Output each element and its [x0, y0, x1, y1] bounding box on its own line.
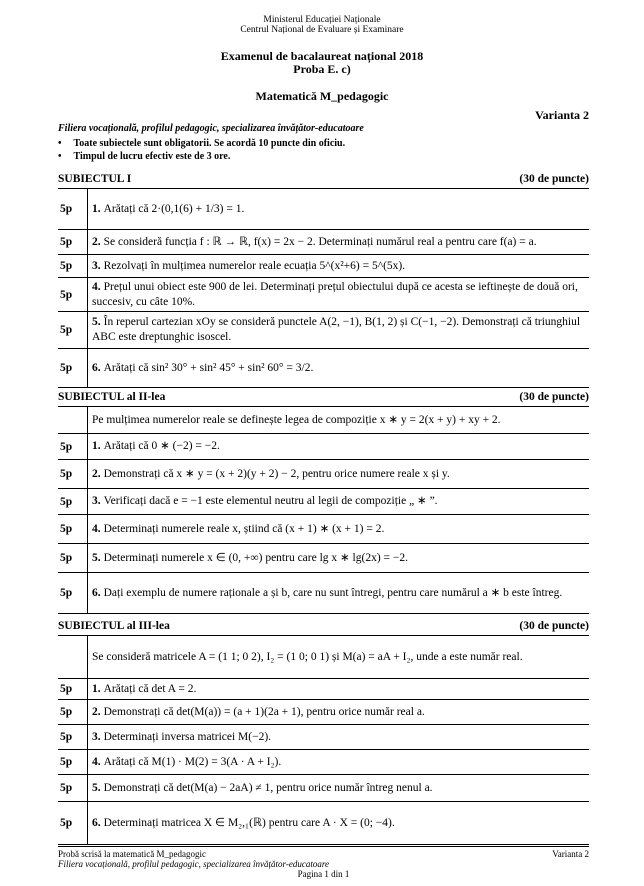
footer-line2: Filiera vocațională, profilul pedagogic, specializarea învățător-educatoare: [58, 859, 330, 869]
problem-row: 5p 5. Demonstrați că det(M(a) − 2aA) ≠ 1, pentru orice număr întreg nenul a.: [58, 775, 589, 802]
page-footer: [58, 846, 589, 879]
problem-row: 5p 3. Rezolvați în mulțimea numerelor reale ecuația 5^(x²+6) = 5^(5x).: [58, 255, 589, 278]
problem-row: 5p 2. Demonstrați că det(M(a)) = (a + 1)(2a + 1), pentru orice număr real a.: [58, 700, 589, 725]
section-points: (30 de puncte): [519, 620, 589, 632]
center-name: Centrul Național de Evaluare și Examinare: [240, 25, 404, 35]
intro-row: Se consideră matricele A = (1 1; 0 2), I₂ = (1 0; 0 1) și M(a) = aA + I₂, unde a este număr real.: [58, 636, 589, 679]
intro-row: Pe mulțimea numerelor reale se definește legea de compoziție x ∗ y = 2(x + y) + xy + 2.: [58, 407, 589, 434]
problem-row: 5p 4. Arătați că M(1) · M(2) = 3(A · A + I₂).: [58, 750, 589, 775]
problem-row: 5p 3. Determinați inversa matricei M(−2).: [58, 725, 589, 750]
section-2-header: [58, 391, 589, 403]
instructions-list: [58, 137, 345, 163]
problem-row: 5p 6. Determinați matricea X ∈ M₂,₁(ℝ) pentru care A · X = (0; −4).: [58, 802, 589, 844]
section-title: SUBIECTUL al III-lea: [58, 620, 170, 632]
problem-row: 5p 5. În reperul cartezian xOy se consideră punctele A(2, −1), B(1, 2) și C(−1, −2). Demonstrați că triunghiul ABC este dreptunghic isoscel.: [58, 312, 589, 349]
filiera-label: Filiera vocațională, profilul pedagogic, specializarea învățător-educatoare: [58, 123, 364, 134]
problem-row: 5p 1. Arătați că det A = 2.: [58, 679, 589, 700]
problem-row: 5p 6. Dați exemplu de numere raționale a și b, care nu sunt întregi, pentru care numărul a ∗ b este întreg.: [58, 573, 589, 613]
problem-row: 5p 3. Verificați dacă e = −1 este elementul neutru al legii de compoziție „ ∗ ”.: [58, 489, 589, 515]
header-institution: [0, 15, 644, 35]
section-1-box: [58, 188, 589, 388]
footer-page: Pagina 1 din 1: [297, 869, 350, 879]
section-points: (30 de puncte): [519, 391, 589, 403]
section-points: (30 de puncte): [519, 173, 589, 185]
proba-name: Proba E. c): [293, 62, 351, 76]
variant-label: Varianta 2: [535, 108, 589, 122]
section-title: SUBIECTUL al II-lea: [58, 391, 166, 403]
subject-name: Matematică M_pedagogic: [255, 89, 389, 103]
problem-row: 5p 1. Arătați că 2·(0,1(6) + 1/3) = 1.: [58, 189, 589, 230]
problem-row: 5p 2. Se consideră funcția f : ℝ → ℝ, f(x) = 2x − 2. Determinați numărul real a pentru care f(a) = a.: [58, 230, 589, 255]
problem-row: 5p 2. Demonstrați că x ∗ y = (x + 2)(y + 2) − 2, pentru orice numere reale x și y.: [58, 460, 589, 489]
ministry-name: Ministerul Educației Naționale: [263, 15, 381, 25]
problem-row: 5p 6. Arătați că sin² 30° + sin² 45° + sin² 60° = 3/2.: [58, 349, 589, 387]
problem-row: 5p 4. Prețul unui obiect este 900 de lei. Determinați prețul obiectului după ce acesta se ieftinește de două ori, succesiv, cu câte 10%.: [58, 278, 589, 312]
section-1-header: [58, 173, 589, 185]
exam-title: [0, 50, 644, 76]
section-3-box: [58, 635, 589, 845]
section-title: SUBIECTUL I: [58, 173, 132, 185]
instruction-item: • Toate subiectele sunt obligatorii. Se acordă 10 puncte din oficiu.: [58, 137, 345, 150]
section-3-header: [58, 620, 589, 632]
exam-name: Examenul de bacalaureat național 2018: [220, 49, 424, 63]
problem-row: 5p 4. Determinați numerele reale x, știind că (x + 1) ∗ (x + 1) = 2.: [58, 515, 589, 544]
problem-row: 5p 5. Determinați numerele x ∈ (0, +∞) pentru care lg x ∗ lg(2x) = −2.: [58, 544, 589, 573]
problem-row: 5p 1. Arătați că 0 ∗ (−2) = −2.: [58, 434, 589, 460]
footer-variant: Varianta 2: [552, 849, 589, 859]
section-2-box: [58, 406, 589, 614]
instruction-item: • Timpul de lucru efectiv este de 3 ore.: [58, 150, 345, 163]
footer-line1: Probă scrisă la matematică M_pedagogic: [58, 849, 206, 859]
